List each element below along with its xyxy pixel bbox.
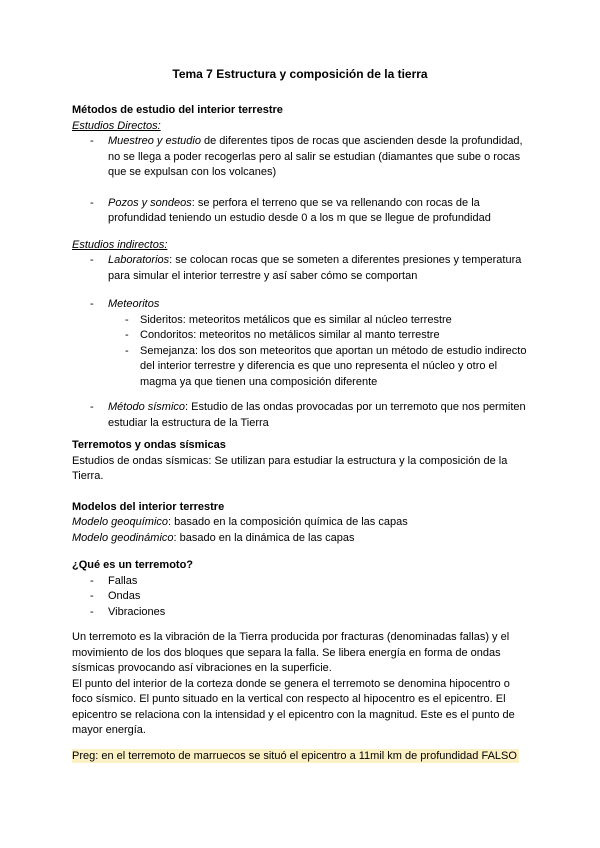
dash-bullet: -	[125, 344, 129, 357]
item-rest: : se perfora el terreno que se va rellenando con rocas de la profundidad teniendo un estudio desde 0 a los m que se llegue de profundidad	[108, 196, 491, 224]
list-item-metodo-sismico	[72, 400, 528, 431]
dash-bullet: -	[125, 313, 129, 326]
item-lead: Laboratorios	[108, 254, 170, 266]
dash-bullet: -	[90, 574, 94, 587]
dash-bullet: -	[125, 329, 129, 341]
item-rest: de diferentes tipos de rocas que ascienden desde la profundidad, no se llega a poder recogerlas pero al salir se estudian (diamantes que sube o rocas que se expulsan con los volcanes)	[108, 135, 523, 178]
dash-bullet: -	[90, 590, 94, 602]
item-lead: Pozos y sondeos	[108, 196, 192, 209]
list-item-text: Ondas	[108, 590, 141, 602]
dash-bullet: -	[90, 196, 94, 209]
list-item-fallas	[72, 574, 528, 590]
item-rest: : basado en la composición química de las capas	[168, 516, 408, 528]
sublist-item-condoritos	[72, 328, 528, 344]
list-item-text	[108, 196, 528, 227]
sublist-item-text: Semejanza: los dos son meteoritos que aportan un método de estudio indirecto del interior terrestre y diferencia es que uno representa el núcleo y otro el magma ya que tienen una composición diferente	[140, 344, 527, 388]
section-heading-modelos: Modelos del interior terrestre	[72, 500, 225, 513]
list-item-text: Fallas	[108, 574, 138, 587]
dash-bullet: -	[90, 401, 94, 413]
sublist-item-sideritos	[72, 313, 528, 329]
label-estudios-directos: Estudios Directos:	[72, 119, 161, 132]
list-item-laboratorios	[72, 253, 528, 284]
item-rest: : basado en la dinámica de las capas	[173, 531, 355, 544]
dash-bullet: -	[90, 605, 94, 618]
item-lead: Meteoritos	[108, 298, 160, 310]
list-item-pozos	[72, 196, 528, 227]
list-item-text	[108, 134, 528, 181]
highlight-row	[72, 749, 528, 765]
list-item-meteoritos	[72, 297, 528, 313]
model-line-geoquimico	[72, 515, 528, 531]
item-rest: : se colocan rocas que se someten a diferentes presiones y temperatura para simular el interior terrestre y así saber cómo se comportan	[108, 254, 522, 282]
doc-title: Tema 7 Estructura y composición de la tierra	[172, 67, 428, 81]
model-line-geodinamico	[72, 531, 528, 547]
list-item-ondas	[72, 589, 528, 605]
section-heading-terremotos: Terremotos y ondas sísmicas	[72, 439, 226, 451]
item-lead: Método sísmico	[108, 401, 186, 413]
item-rest: : Estudio de las ondas provocadas por un terremoto que nos permiten estudiar la estructura de la Tierra	[108, 401, 526, 429]
list-item-text: Vibraciones	[108, 605, 166, 618]
sublist-item-semejanza	[72, 344, 528, 391]
highlighted-note: Preg: en el terremoto de marruecos se situó el epicentro a 11mil km de profundidad FALSO	[72, 749, 517, 762]
list-item-vibraciones	[72, 605, 528, 621]
list-item-text	[108, 400, 528, 431]
dash-bullet: -	[90, 254, 94, 266]
paragraph-ondas: Estudios de ondas sísmicas: Se utilizan para estudiar la estructura y la composición de la Tierra.	[72, 454, 508, 482]
list-item-text	[108, 297, 528, 313]
list-item-muestreo	[72, 134, 528, 181]
label-estudios-indirectos: Estudios indirectos:	[72, 238, 168, 251]
item-lead: Muestreo y estudio	[108, 135, 201, 147]
sublist-item-text: Sideritos: meteoritos metálicos que es similar al núcleo terrestre	[140, 313, 452, 326]
section-heading-metodos: Métodos de estudio del interior terrestre	[72, 104, 283, 116]
paragraph-terremoto-definicion: Un terremoto es la vibración de la Tierra producida por fracturas (denominadas fallas) y el movimiento de los dos bloques que separa la falla. Se libera energía en forma de ondas sísmicas provocando así vibraciones en la superficie.	[72, 631, 510, 674]
dash-bullet: -	[90, 298, 94, 310]
item-lead: Modelo geoquímico	[72, 516, 169, 528]
dash-bullet: -	[90, 135, 94, 147]
item-lead: Modelo geodinámico	[72, 531, 174, 544]
paragraph-hipocentro-epicentro: El punto del interior de la corteza donde se genera el terremoto se denomina hipocentro o foco sísmico. El punto situado en la vertical con respecto al hipocentro es el epicentro. El epicentro se relaciona con la intensidad y el epicentro con la magnitud. Este es el punto de mayor energía.	[72, 677, 515, 736]
section-heading-que-es-terremoto: ¿Qué es un terremoto?	[72, 559, 194, 571]
sublist-item-text: Condoritos: meteoritos no metálicos similar al manto terrestre	[140, 329, 440, 341]
list-item-text	[108, 253, 528, 284]
